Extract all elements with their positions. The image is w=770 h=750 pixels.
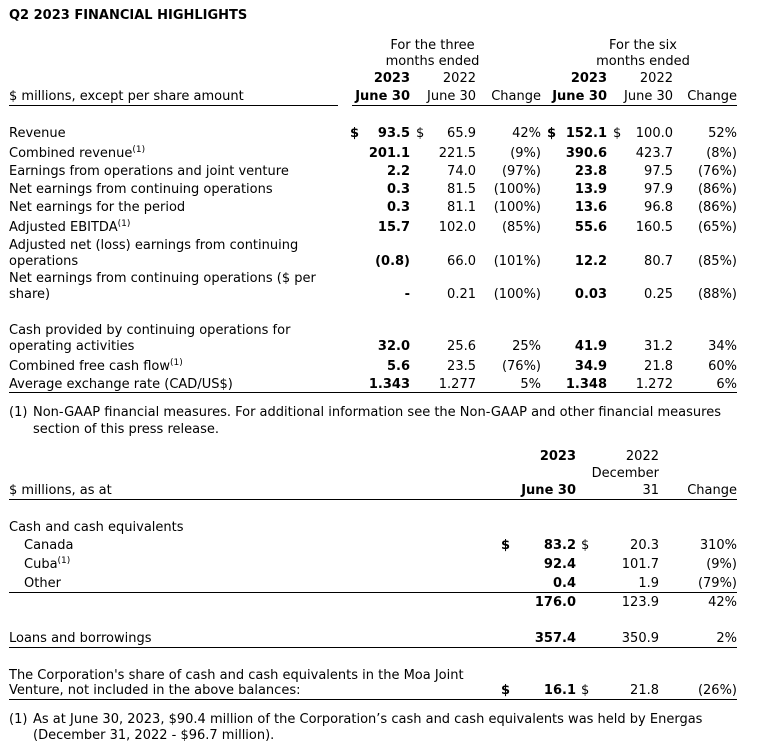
footnote-ref: (1) xyxy=(169,358,183,368)
col-june30-2022-three: June 30 xyxy=(427,89,476,104)
divider xyxy=(352,105,737,106)
value-2023-six-months: 0.03 xyxy=(574,287,607,302)
value-2023-six-months: 55.6 xyxy=(574,220,607,235)
moa-value-2022: 21.8 xyxy=(630,683,659,698)
value-2022-three-months: 81.1 xyxy=(447,200,476,215)
footnote-ref: (1) xyxy=(132,145,146,155)
change-six-months: (8%) xyxy=(706,146,737,161)
moa-value-2023: 16.1 xyxy=(543,683,576,698)
value-2022-six-months: 21.8 xyxy=(644,359,673,374)
col-year-2022-six: 2022 xyxy=(639,71,673,86)
row-label-text: Net earnings for the period xyxy=(9,200,186,215)
change-six-months: (88%) xyxy=(697,287,737,302)
row-label xyxy=(9,238,298,254)
value-2022-six-months: 1.272 xyxy=(635,377,673,392)
col-year-2023-six: 2023 xyxy=(570,71,607,86)
currency-symbol: $ xyxy=(416,126,425,141)
value-2022-six-months: 160.5 xyxy=(635,220,673,235)
col-year-2022: 2022 xyxy=(625,449,659,464)
loans-value-2023: 357.4 xyxy=(534,631,576,646)
change-six-months: 52% xyxy=(708,126,737,141)
value-2022-three-months: 65.9 xyxy=(447,126,476,141)
value-2023-three-months: (0.8) xyxy=(375,254,410,269)
value-2023-three-months: 1.343 xyxy=(368,377,410,392)
row-label xyxy=(9,164,289,180)
cash-equivalents-label: Cash and cash equivalents xyxy=(9,520,184,535)
col-june30-2023-three: June 30 xyxy=(355,89,410,104)
value-2022-three-months: 1.277 xyxy=(438,377,476,392)
footnote-ref: (1) xyxy=(57,556,71,566)
loans-label: Loans and borrowings xyxy=(9,631,152,646)
change-six-months: (65%) xyxy=(697,220,737,235)
value-2023-six-months: 1.348 xyxy=(565,377,607,392)
row-label-text: Combined revenue xyxy=(9,146,133,161)
footnote-text-line1: As at June 30, 2023, $90.4 million of the Corporation’s cash and cash equivalents was held by Energas xyxy=(33,712,703,727)
value-2022-three-months: 74.0 xyxy=(447,164,476,179)
change-three-months: 5% xyxy=(520,377,541,392)
col-june30-2023: June 30 xyxy=(521,483,576,498)
col-june30-2023-six: June 30 xyxy=(552,89,607,104)
table1-units-label: $ millions, except per share amount xyxy=(9,89,244,104)
value-2023-six-months: 13.6 xyxy=(574,200,607,215)
change-three-months: 42% xyxy=(512,126,541,141)
currency-symbol: $ xyxy=(613,126,622,141)
divider xyxy=(9,647,737,648)
value-2022-six-months: 0.25 xyxy=(644,287,673,302)
total-value-2022: 123.9 xyxy=(621,595,659,610)
row-label xyxy=(9,377,233,393)
change-three-months: (97%) xyxy=(501,164,541,179)
value-2023-three-months: 0.3 xyxy=(386,200,410,215)
value-2022-six-months: 423.7 xyxy=(635,146,673,161)
row-label-text: Cash provided by continuing operations for xyxy=(9,323,291,338)
col-june30-2022-six: June 30 xyxy=(624,89,673,104)
divider xyxy=(9,699,737,700)
value-2022-six-months: 97.5 xyxy=(644,164,673,179)
page-title: Q2 2023 FINANCIAL HIGHLIGHTS xyxy=(9,8,248,23)
row-label-text: Adjusted net (loss) earnings from continuing xyxy=(9,238,299,253)
value-2023-three-months: 15.7 xyxy=(377,220,410,235)
col-year-2022-three: 2022 xyxy=(442,71,476,86)
footnote-text-line1: Non-GAAP financial measures. For additional information see the Non-GAAP and other financial measures xyxy=(33,405,721,420)
value-2023-three-months: - xyxy=(404,287,410,302)
row-label xyxy=(9,126,66,142)
value-2022-three-months: 66.0 xyxy=(447,254,476,269)
row-label-text: Combined free cash flow xyxy=(9,359,170,374)
footnote-text-line2: section of this press release. xyxy=(33,422,219,437)
value-2023-six-months: 12.2 xyxy=(574,254,607,269)
value-2022: 1.9 xyxy=(638,576,659,591)
loans-change: 2% xyxy=(716,631,737,646)
value-2022: 20.3 xyxy=(630,538,659,553)
currency-symbol: $ xyxy=(501,538,511,553)
value-2023: 0.4 xyxy=(552,576,576,591)
value-2023-three-months: 5.6 xyxy=(386,359,410,374)
value-2022-three-months: 81.5 xyxy=(447,182,476,197)
row-label xyxy=(9,323,290,339)
divider xyxy=(9,392,737,393)
divider xyxy=(9,592,737,593)
change-six-months: 60% xyxy=(708,359,737,374)
value-2022-six-months: 31.2 xyxy=(644,339,673,354)
currency-symbol: $ xyxy=(581,683,590,698)
footnote-ref: (1) xyxy=(117,219,131,229)
value-2023-six-months: 152.1 xyxy=(565,126,607,141)
row-label xyxy=(24,576,61,592)
currency-symbol: $ xyxy=(581,538,590,553)
row-label-text: Net earnings from continuing operations xyxy=(9,182,273,197)
value-2022-three-months: 0.21 xyxy=(447,287,476,302)
divider xyxy=(9,499,737,500)
change-six-months: (86%) xyxy=(697,200,737,215)
value-2022-three-months: 221.5 xyxy=(438,146,476,161)
change-three-months: 25% xyxy=(512,339,541,354)
total-change: 42% xyxy=(708,595,737,610)
value-2022-three-months: 23.5 xyxy=(447,359,476,374)
value-2023-three-months: 2.2 xyxy=(386,164,410,179)
value-2023-three-months: 0.3 xyxy=(386,182,410,197)
col-december-31: 31 xyxy=(642,483,659,498)
three-months-heading-line2: months ended xyxy=(385,54,480,69)
value-2022-three-months: 102.0 xyxy=(438,220,476,235)
col-change: Change xyxy=(687,483,737,498)
six-months-heading-line1: For the six xyxy=(609,38,677,53)
value-2023-three-months: 201.1 xyxy=(368,146,410,161)
change-six-months: 34% xyxy=(708,339,737,354)
change-three-months: (100%) xyxy=(493,182,541,197)
col-change-three: Change xyxy=(491,89,541,104)
row-label-text: Adjusted EBITDA xyxy=(9,220,118,235)
value-2022-six-months: 100.0 xyxy=(635,126,673,141)
change-three-months: (100%) xyxy=(493,200,541,215)
moa-change: (26%) xyxy=(697,683,737,698)
moa-label-line1: The Corporation's share of cash and cash equivalents in the Moa Joint xyxy=(9,668,464,683)
row-label xyxy=(9,220,130,236)
footnote-marker: (1) xyxy=(9,712,28,727)
value-2023: 92.4 xyxy=(543,557,576,572)
value-2023-six-months: 23.8 xyxy=(574,164,607,179)
col-december: December xyxy=(591,466,659,481)
col-year-2023: 2023 xyxy=(539,449,576,464)
footnote-marker: (1) xyxy=(9,405,28,420)
value-2023-six-months: 41.9 xyxy=(574,339,607,354)
value-2023: 83.2 xyxy=(543,538,576,553)
change-three-months: (9%) xyxy=(510,146,541,161)
change-three-months: (76%) xyxy=(501,359,541,374)
value-2023-six-months: 13.9 xyxy=(574,182,607,197)
change-six-months: 6% xyxy=(716,377,737,392)
divider xyxy=(9,105,338,106)
row-label-text: Canada xyxy=(24,538,74,553)
row-label xyxy=(24,557,70,573)
change-six-months: (85%) xyxy=(697,254,737,269)
value-2023-six-months: 390.6 xyxy=(565,146,607,161)
row-label xyxy=(9,146,145,162)
row-label-text: Cuba xyxy=(24,557,58,572)
change-six-months: (86%) xyxy=(697,182,737,197)
moa-label-line2: Venture, not included in the above balances: xyxy=(9,683,301,698)
loans-value-2022: 350.9 xyxy=(621,631,659,646)
value-2023-three-months: 93.5 xyxy=(377,126,410,141)
row-label-line2: operating activities xyxy=(9,339,135,354)
value-2023-three-months: 32.0 xyxy=(377,339,410,354)
value-2022-three-months: 25.6 xyxy=(447,339,476,354)
change: (79%) xyxy=(697,576,737,591)
row-label-line2: share) xyxy=(9,287,51,302)
value-2022-six-months: 80.7 xyxy=(644,254,673,269)
row-label-text: Earnings from operations and joint venture xyxy=(9,164,289,179)
row-label xyxy=(9,200,185,216)
three-months-heading-line1: For the three xyxy=(390,38,475,53)
footnote-text-line2: (December 31, 2022 - $96.7 million). xyxy=(33,728,275,743)
row-label-text: Average exchange rate (CAD/US$) xyxy=(9,377,233,392)
row-label xyxy=(9,359,183,375)
change: (9%) xyxy=(706,557,737,572)
row-label-line2: operations xyxy=(9,254,79,269)
change: 310% xyxy=(699,538,737,553)
currency-symbol: $ xyxy=(501,683,511,698)
value-2022-six-months: 97.9 xyxy=(644,182,673,197)
change-three-months: (101%) xyxy=(493,254,541,269)
value-2022: 101.7 xyxy=(621,557,659,572)
value-2022-six-months: 96.8 xyxy=(644,200,673,215)
row-label xyxy=(9,182,273,198)
six-months-heading-line2: months ended xyxy=(596,54,690,69)
change-three-months: (85%) xyxy=(501,220,541,235)
row-label-text: Net earnings from continuing operations ($ per xyxy=(9,271,316,286)
row-label-text: Other xyxy=(24,576,61,591)
total-value-2023: 176.0 xyxy=(534,595,576,610)
value-2023-six-months: 34.9 xyxy=(574,359,607,374)
currency-symbol: $ xyxy=(350,126,360,141)
currency-symbol: $ xyxy=(547,126,557,141)
table2-units-label: $ millions, as at xyxy=(9,483,112,498)
row-label xyxy=(24,538,73,554)
change-three-months: (100%) xyxy=(493,287,541,302)
row-label xyxy=(9,271,316,287)
change-six-months: (76%) xyxy=(697,164,737,179)
row-label-text: Revenue xyxy=(9,126,66,141)
col-change-six: Change xyxy=(687,89,737,104)
col-year-2023-three: 2023 xyxy=(373,71,410,86)
